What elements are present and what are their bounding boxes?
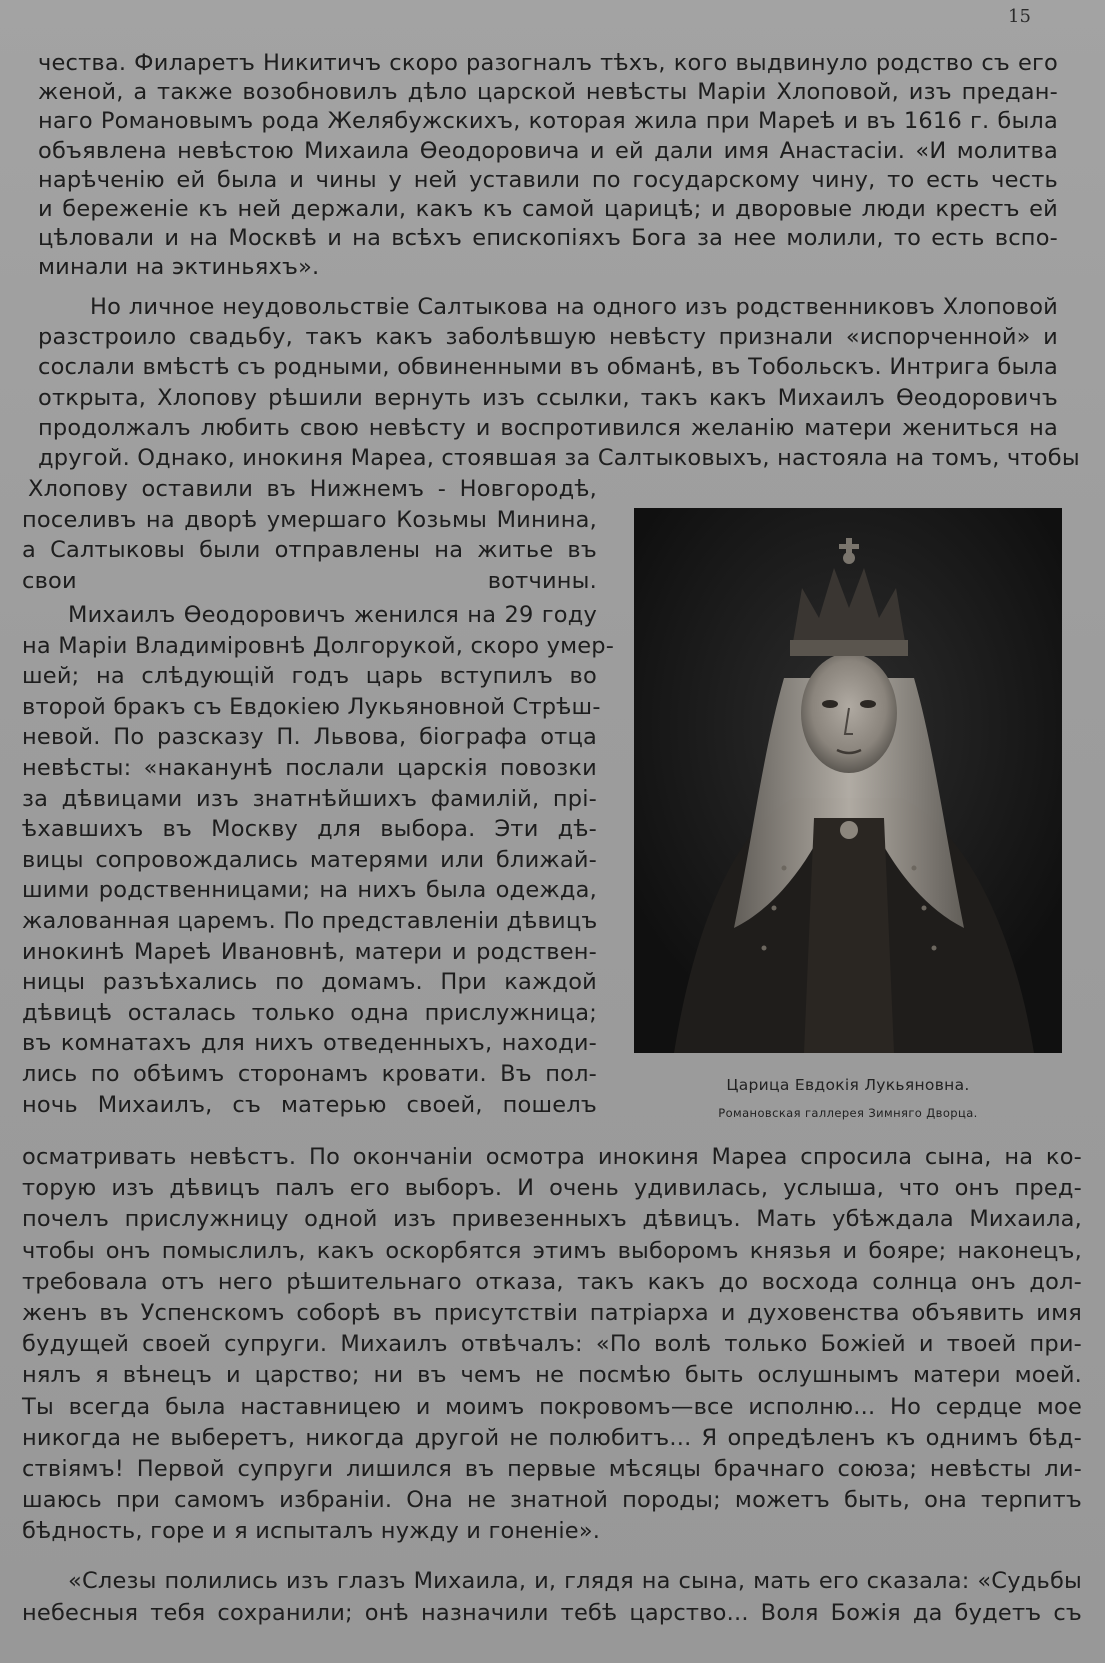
text-line: невѣсты: «наканунѣ послали царскія повозки <box>22 755 597 781</box>
text-line: минали на эктиньяхъ». <box>38 254 320 281</box>
text-line: Хлопову оставили въ Нижнемъ - Новгородѣ, <box>28 476 597 502</box>
text-line: дѣвицѣ осталась только одна прислужница; <box>22 999 597 1026</box>
text-line: цѣловали и на Москвѣ и на всѣхъ епископіяхъ Бога за нее молили, то есть вспо- <box>38 225 1058 252</box>
text-line: продолжалъ любить свою невѣсту и воспротивился желанію матери жениться на <box>38 414 1058 441</box>
text-line: шими родственницами; на нихъ была одежда, <box>22 877 597 904</box>
text-line: женой, а также возобновилъ дѣло царской невѣсты Маріи Хлоповой, изъ предан- <box>38 79 1058 106</box>
text-line: лись по обѣимъ сторонамъ кровати. Въ пол- <box>22 1061 597 1087</box>
text-line: за дѣвицами изъ знатнѣйшихъ фамилій, прі- <box>22 785 597 812</box>
text-line: осматривать невѣстъ. По окончаніи осмотра инокиня Мареа спросила сына, на ко- <box>22 1144 1082 1170</box>
text-line: «Слезы полились изъ глазъ Михаила, и, глядя на сына, мать его сказала: «Судьбы <box>68 1568 1082 1594</box>
text-line: поселивъ на дворѣ умершаго Козьмы Минина, <box>22 506 597 533</box>
portrait-image <box>634 508 1062 1053</box>
text-line: Но личное неудовольствіе Салтыкова на одного изъ родственниковъ Хлоповой <box>90 294 1058 320</box>
text-line: на Маріи Владиміровнѣ Долгорукой, скоро умер- <box>22 632 615 659</box>
text-line: сослали вмѣстѣ съ родными, обвиненными въ обманѣ, въ Тобольскъ. Интрига была <box>38 354 1058 381</box>
text-line: объявлена невѣстою Михаила Ѳеодоровича и ей дали имя Анастасіи. «И молитва <box>38 137 1058 164</box>
figure-caption: Царица Евдокія Лукьяновна. <box>726 1076 970 1094</box>
text-line: небесныя тебя сохранили; онѣ назначили тебѣ царство... Воля Божія да будетъ съ <box>22 1599 1082 1626</box>
text-line: свои вотчины. <box>22 567 597 594</box>
text-line: шей; на слѣдующій годъ царь вступилъ во <box>22 663 597 690</box>
text-line: ночь Михаилъ, съ матерью своей, пошелъ <box>22 1091 597 1118</box>
text-line: шаюсь при самомъ избраніи. Она не знатной породы; можетъ быть, она терпитъ <box>22 1487 1082 1514</box>
text-line: женъ въ Успенскомъ соборѣ въ присутствіи патріарха и духовенства объявить имя <box>22 1300 1082 1326</box>
text-line: торую изъ дѣвицъ палъ его выборъ. И очень удивилась, услыша, что онъ пред- <box>22 1175 1082 1202</box>
text-line: наго Романовымъ рода Желябужскихъ, которая жила при Мареѣ и въ 1616 г. была <box>38 108 1058 135</box>
portrait-illustration <box>634 508 1062 1053</box>
text-line: инокинѣ Мареѣ Ивановнѣ, матери и родствен- <box>22 938 597 965</box>
text-line: чтобы онъ помыслилъ, какъ оскорбятся этимъ выборомъ князья и бояре; наконецъ, <box>22 1237 1082 1264</box>
text-line: и береженіе къ ней держали, какъ къ самой царицѣ; и дворовые люди крестъ ей <box>38 196 1058 222</box>
text-line: другой. Однако, инокиня Мареа, стоявшая за Салтыковыхъ, настояла на томъ, чтобы <box>38 445 1080 471</box>
text-line: второй бракъ съ Евдокіею Лукьяновной Стрѣш- <box>22 693 601 720</box>
text-line: почелъ прислужницу одной изъ привезенныхъ дѣвицъ. Мать убѣждала Михаила, <box>22 1206 1082 1233</box>
text-line: въ комнатахъ для нихъ отведенныхъ, находи- <box>22 1030 597 1057</box>
text-line: ствіямъ! Первой супруги лишился въ первые мѣсяцы брачнаго союза; невѣсты ли- <box>22 1456 1082 1482</box>
text-line: требовала отъ него рѣшительнаго отказа, такъ какъ до восхода солнца онъ дол- <box>22 1268 1082 1295</box>
text-line: ницы разъѣхались по домамъ. При каждой <box>22 969 597 996</box>
text-line: а Салтыковы были отправлены на житье въ <box>22 537 597 563</box>
text-line: невой. По разсказу П. Львова, біографа отца <box>22 724 597 751</box>
text-line: разстроило свадьбу, такъ какъ заболѣвшую невѣсту признали «испорченной» и <box>38 324 1058 351</box>
text-line: ѣхавшихъ въ Москву для выбора. Эти дѣ- <box>22 816 597 843</box>
text-line: открыта, Хлопову рѣшили вернуть изъ ссылки, такъ какъ Михаилъ Ѳеодоровичъ <box>38 384 1058 411</box>
text-line: нялъ я вѣнецъ и царство; ни въ чемъ не посмѣю быть ослушнымъ матери моей. <box>22 1362 1082 1389</box>
text-line: бѣдность, горе и я испыталъ нужду и гоненіе». <box>22 1518 601 1545</box>
text-line: Михаилъ Ѳеодоровичъ женился на 29 году <box>68 602 597 628</box>
page-number: 15 <box>1008 6 1031 27</box>
text-line: нарѣченію ей была и чины у ней уставили по государскому чину, то есть честь <box>38 166 1058 193</box>
figure-source: Романовская галлерея Зимняго Дворца. <box>718 1106 978 1120</box>
text-line: никогда не выберетъ, никогда другой не полюбитъ... Я опредѣленъ къ однимъ бѣд- <box>22 1424 1082 1451</box>
text-line: Ты всегда была наставницею и моимъ покровомъ—все исполню... Но сердце мое <box>22 1393 1082 1420</box>
text-line: вицы сопровождались матерями или ближай- <box>22 846 597 873</box>
text-line: будущей своей супруги. Михаилъ отвѣчалъ: «По волѣ только Божіей и твоей при- <box>22 1331 1082 1358</box>
text-line: чества. Филаретъ Никитичъ скоро разогналъ тѣхъ, кого выдвинуло родство съ его <box>38 50 1058 76</box>
text-line: жалованная царемъ. По представленіи дѣвицъ <box>22 908 598 934</box>
